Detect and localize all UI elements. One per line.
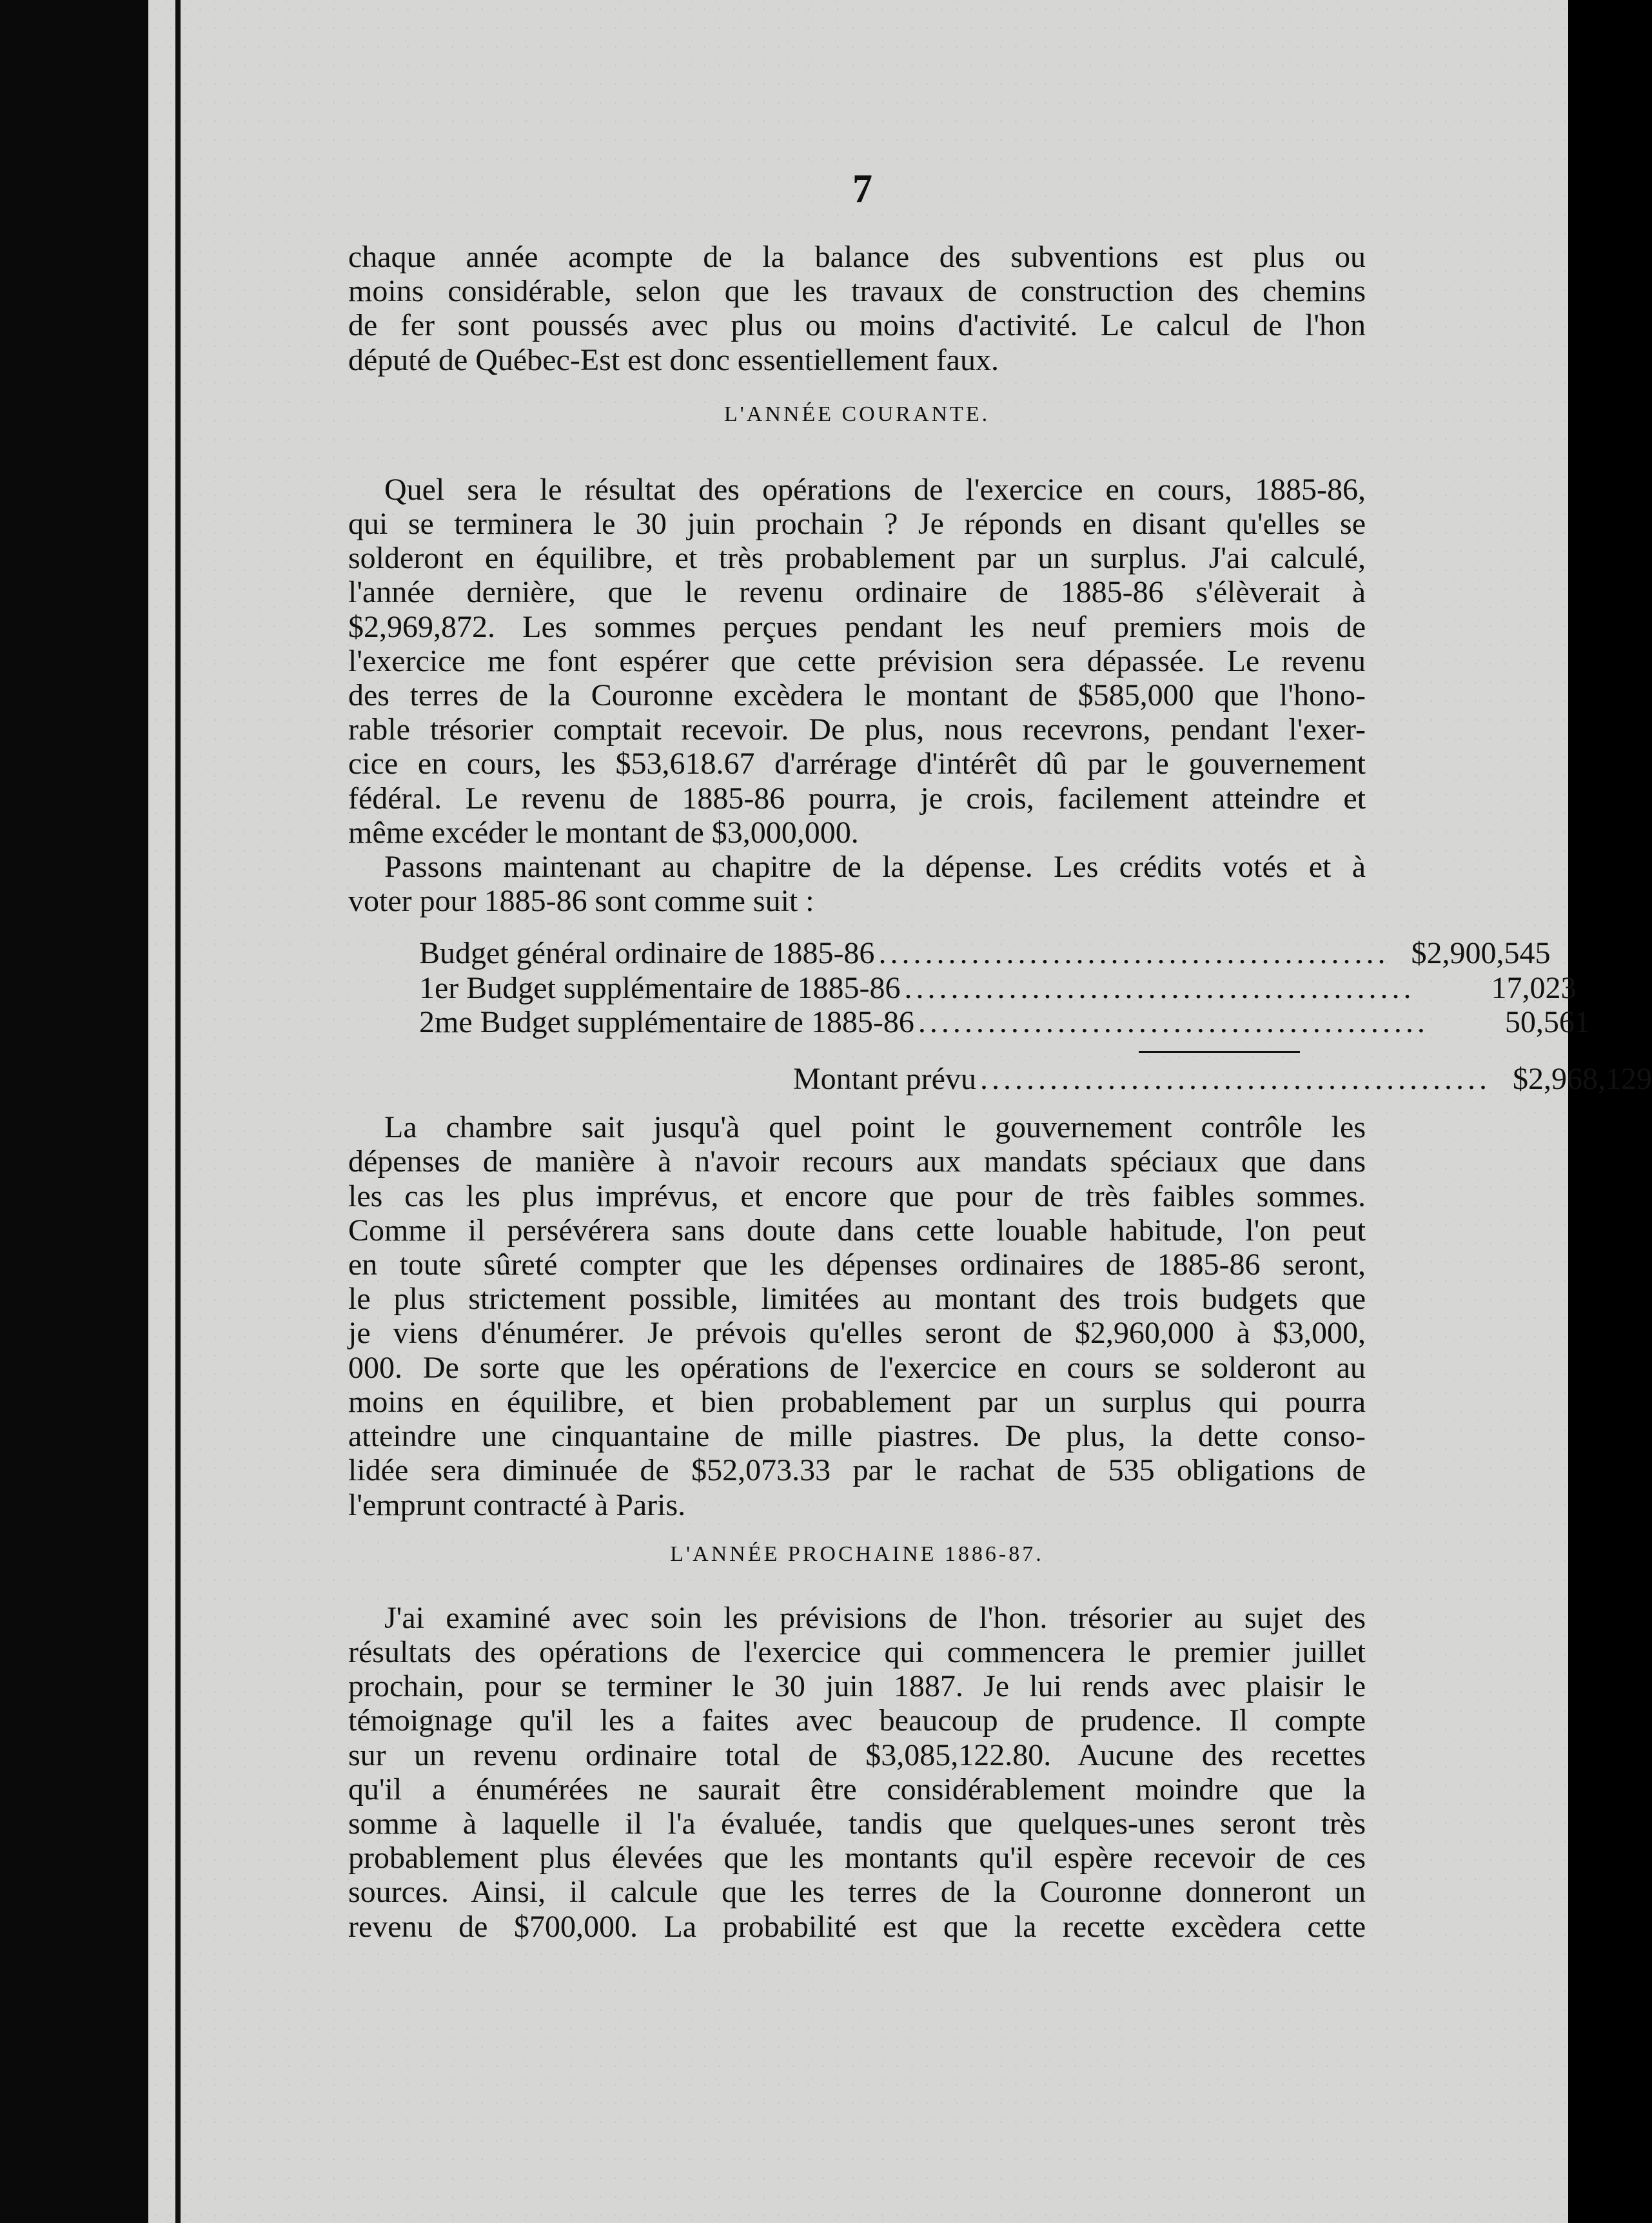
text-line: revenu de $700,000. La probabilité est que la recette excèdera cette bbox=[348, 1909, 1366, 1944]
budget-amount: $2,900,545 bbox=[1411, 936, 1551, 971]
text-line: Passons maintenant au chapitre de la dépense. Les crédits votés et à bbox=[384, 850, 1366, 885]
text-line: en toute sûreté compter que les dépenses ordinaires de 1885-86 seront, bbox=[348, 1248, 1366, 1282]
text-line: l'année dernière, que le revenu ordinaire de 1885-86 s'élèverait à bbox=[348, 575, 1366, 610]
budget-label: 2me Budget supplémentaire de 1885-86 bbox=[419, 1004, 914, 1039]
text-line: le plus strictement possible, limitées au montant des trois budgets que bbox=[348, 1282, 1366, 1317]
intro-paragraph bbox=[348, 240, 1366, 377]
text-line: cice en cours, les $53,618.67 d'arrérage d'intérêt dû par le gouvernement bbox=[348, 747, 1366, 781]
budget-row bbox=[419, 1004, 1590, 1039]
leader-dots: ............................................ bbox=[918, 1004, 1429, 1039]
text-line: Comme il persévérera sans doute dans cette louable habitude, l'on peut bbox=[348, 1213, 1366, 1248]
text-line: de fer sont poussés avec plus ou moins d'activité. Le calcul de l'hon bbox=[348, 308, 1366, 343]
text-line: des terres de la Couronne excèdera le montant de $585,000 que l'hono- bbox=[348, 678, 1366, 713]
budget-total-row bbox=[419, 1062, 1652, 1097]
budget-total-label: Montant prévu bbox=[793, 1062, 976, 1097]
text-column bbox=[348, 240, 1652, 1944]
text-line: sources. Ainsi, il calcule que les terres de la Couronne donneront un bbox=[348, 1875, 1366, 1910]
budget-amount: 17,023 bbox=[1491, 970, 1577, 1005]
budget-label: 1er Budget supplémentaire de 1885-86 bbox=[419, 970, 901, 1005]
budget-row bbox=[419, 936, 1551, 971]
budget-label: Budget général ordinaire de 1885-86 bbox=[419, 936, 875, 971]
text-line: l'exercice me font espérer que cette prévision sera dépassée. Le revenu bbox=[348, 643, 1366, 678]
text-line: moins considérable, selon que les travaux de construction des chemins bbox=[348, 274, 1366, 309]
text-line: je viens d'énumérer. Je prévois qu'elles seront de $2,960,000 à $3,000, bbox=[348, 1316, 1366, 1351]
text-line: chaque année acompte de la balance des subventions est plus ou bbox=[348, 240, 1366, 274]
budget-amount: 50,561 bbox=[1504, 1004, 1590, 1039]
text-line: député de Québec-Est est donc essentiellement faux. bbox=[348, 342, 999, 377]
section-heading-current-year: L'ANNÉE COURANTE. bbox=[723, 402, 990, 426]
next-year-paragraph bbox=[348, 1601, 1366, 1944]
text-line: 000. De sorte que les opérations de l'exercice en cours se solderont au bbox=[348, 1350, 1366, 1385]
text-line: La chambre sait jusqu'à quel point le gouvernement contrôle les bbox=[384, 1110, 1366, 1145]
text-line: les cas les plus imprévus, et encore que pour de très faibles sommes. bbox=[348, 1179, 1366, 1213]
margin-rule bbox=[175, 0, 181, 2223]
leader-dots: ............................................ bbox=[878, 936, 1390, 971]
text-line: solderont en équilibre, et très probablement par un surplus. J'ai calculé, bbox=[348, 541, 1366, 576]
total-rule bbox=[1139, 1051, 1300, 1053]
text-line: Quel sera le résultat des opérations de l'exercice en cours, 1885-86, bbox=[384, 472, 1366, 507]
text-line: même excéder le montant de $3,000,000. bbox=[348, 815, 859, 850]
text-line: lidée sera diminuée de $52,073.33 par le rachat de 535 obligations de bbox=[348, 1453, 1366, 1488]
text-line: fédéral. Le revenu de 1885-86 pourra, je crois, facilement atteindre et bbox=[348, 781, 1366, 816]
text-line: prochain, pour se terminer le 30 juin 1887. Je lui rends avec plaisir le bbox=[348, 1669, 1366, 1704]
text-line: témoignage qu'il les a faites avec beaucoup de prudence. Il compte bbox=[348, 1703, 1366, 1738]
text-line: l'emprunt contracté à Paris. bbox=[348, 1487, 686, 1522]
scan-border bbox=[0, 0, 148, 2223]
current-year-paragraph bbox=[348, 473, 1366, 850]
text-line: rable trésorier comptait recevoir. De plus, nous recevrons, pendant l'exer- bbox=[348, 712, 1366, 747]
leader-dots: ............................................ bbox=[979, 1062, 1491, 1097]
page-number: 7 bbox=[852, 167, 872, 211]
text-line: probablement plus élevées que les montants qu'il espère recevoir de ces bbox=[348, 1841, 1366, 1875]
text-line: résultats des opérations de l'exercice qui commencera le premier juillet bbox=[348, 1634, 1366, 1669]
text-line: $2,969,872. Les sommes perçues pendant les neuf premiers mois de bbox=[348, 609, 1366, 644]
section-heading-next-year: L'ANNÉE PROCHAINE 1886-87. bbox=[670, 1542, 1044, 1566]
budget-table bbox=[419, 936, 1652, 1097]
text-line: sur un revenu ordinaire total de $3,085,122.80. Aucune des recettes bbox=[348, 1738, 1366, 1772]
text-line: dépenses de manière à n'avoir recours aux mandats spéciaux que dans bbox=[348, 1144, 1366, 1179]
text-line: qui se terminera le 30 juin prochain ? Je réponds en disant qu'elles se bbox=[348, 507, 1366, 542]
text-line: J'ai examiné avec soin les prévisions de l'hon. trésorier au sujet des bbox=[384, 1600, 1366, 1635]
text-line: atteindre une cinquantaine de mille piastres. De plus, la dette conso- bbox=[348, 1419, 1366, 1454]
text-line: somme à laquelle il l'a évaluée, tandis que quelques-unes seront très bbox=[348, 1806, 1366, 1841]
text-line: moins en équilibre, et bien probablement par un surplus qui pourra bbox=[348, 1384, 1366, 1419]
leader-dots: ............................................ bbox=[904, 970, 1415, 1005]
budget-row bbox=[419, 970, 1577, 1005]
expense-paragraph bbox=[348, 850, 1366, 918]
budget-total-amount: $2,968,129 bbox=[1512, 1062, 1652, 1097]
text-line: qu'il a énumérées ne saurait être considérablement moindre que la bbox=[348, 1772, 1366, 1807]
text-line: voter pour 1885-86 sont comme suit : bbox=[348, 884, 814, 919]
chamber-paragraph bbox=[348, 1110, 1366, 1522]
